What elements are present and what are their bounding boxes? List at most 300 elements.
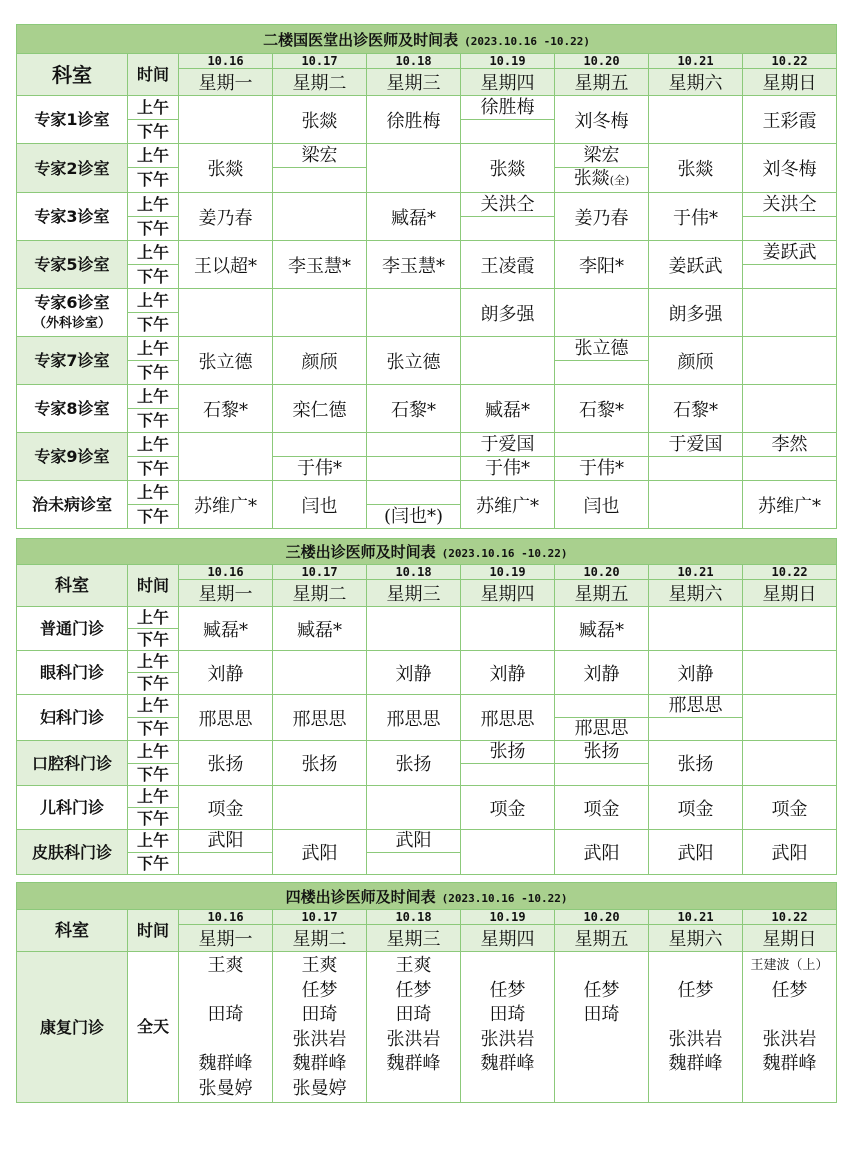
schedule-cell [179,289,273,337]
schedule-cell: 臧磊* [273,607,367,651]
schedule-cell [179,96,273,144]
schedule-cell [461,337,555,385]
schedule-cell-am: 姜跃武 [743,241,837,265]
schedule-cell: 姜跃武 [649,241,743,289]
title-text: 三楼出诊医师及时间表 [285,543,436,561]
doctor-name: 张洪岩 [386,1028,441,1050]
table-row [17,830,837,853]
schedule-cell [367,952,461,1103]
date-cell: 10.21 [649,565,743,580]
schedule-cell: 邢思思 [461,695,555,741]
date-cell: 10.16 [179,910,273,925]
schedule-cell: 张扬 [649,741,743,786]
pm-label: 下午 [128,629,179,651]
dept-name: 皮肤科门诊 [17,830,128,875]
schedule-cell [461,607,555,651]
weekday-cell: 星期六 [649,69,743,96]
weekday-cell: 星期日 [743,69,837,96]
pm-label: 下午 [128,718,179,741]
date-cell: 10.17 [273,54,367,69]
schedule-cell-pm [649,457,743,481]
schedule-cell: 邢思思 [179,695,273,741]
date-cell: 10.19 [461,54,555,69]
dept-name: 专家9诊室 [17,433,128,481]
pm-label: 下午 [128,217,179,241]
schedule-cell: 刘静 [649,651,743,695]
dept-name: 专家3诊室 [17,193,128,241]
schedule-cell [273,193,367,241]
schedule-cell: 苏维广* [179,481,273,529]
schedule-cell: 栾仁德 [273,385,367,433]
am-label: 上午 [128,385,179,409]
dept-name: 专家1诊室 [17,96,128,144]
table-row [17,651,837,673]
schedule-cell: 于伟* [649,193,743,241]
doctor-name: 张曼婷 [198,1077,253,1099]
table-row [17,433,837,457]
doctor-name [649,1003,742,1028]
schedule-cell [461,830,555,875]
dept-name: 专家5诊室 [17,241,128,289]
schedule-cell: 石黎* [179,385,273,433]
schedule-cell: 刘静 [179,651,273,695]
schedule-cell: 张扬 [179,741,273,786]
title-text: 四楼出诊医师及时间表 [285,887,436,906]
doctor-name: 田琦 [207,1004,244,1025]
dept-label: 专家6诊室 [34,292,110,312]
date-cell: 10.20 [555,54,649,69]
doctor-name: 魏群峰 [668,1053,723,1074]
doctor-name: 任梦 [489,979,526,1001]
time-header: 时间 [128,565,179,607]
schedule-cell: 臧磊* [555,607,649,651]
doctor-name: 魏群峰 [480,1053,535,1074]
schedule-cell-pm [743,265,837,289]
weekday-cell: 星期五 [555,69,649,96]
date-cell: 10.18 [367,910,461,925]
dept-name: 专家2诊室 [17,144,128,193]
section-title [17,539,837,565]
am-label: 上午 [128,695,179,718]
title-text: 二楼国医堂出诊医师及时间表 [263,30,459,49]
schedule-cell: 刘静 [367,651,461,695]
schedule-cell: 李玉慧* [367,241,461,289]
schedule-cell-pm [555,168,649,193]
date-cell: 10.20 [555,565,649,580]
weekday-cell: 星期三 [367,925,461,952]
am-label: 上午 [128,741,179,764]
schedule-cell-am [367,433,461,457]
second-floor-schedule [16,24,837,529]
schedule-cell-am: 梁宏 [555,144,649,168]
pm-label: 下午 [128,361,179,385]
schedule-cell: 颜颀 [273,337,367,385]
time-header: 时间 [128,910,179,952]
table-row [17,289,837,313]
schedule-cell [273,786,367,830]
schedule-cell [461,952,555,1103]
am-label: 上午 [128,481,179,505]
dept-name: 专家7诊室 [17,337,128,385]
schedule-cell [367,289,461,337]
weekday-cell: 星期日 [743,925,837,952]
date-cell: 10.18 [367,54,461,69]
schedule-cell: 项金 [649,786,743,830]
doctor-name [367,1077,460,1102]
schedule-cell: 张扬 [367,741,461,786]
doctor-name: 魏群峰 [198,1053,253,1074]
schedule-cell-pm [555,764,649,786]
date-row [17,54,837,69]
schedule-cell: 项金 [555,786,649,830]
schedule-cell: 徐胜梅 [367,96,461,144]
schedule-cell [649,607,743,651]
time-header: 时间 [128,54,179,96]
schedule-cell-am: 关洪仝 [461,193,555,217]
date-cell: 10.19 [461,565,555,580]
schedule-cell: 王彩霞 [743,96,837,144]
schedule-cell-am: 徐胜梅 [461,96,555,120]
pm-label: 下午 [128,409,179,433]
doctor-name: 任梦 [771,979,808,1001]
doctor-name: 田琦 [489,1004,526,1025]
section-title-row [17,883,837,910]
schedule-cell: 项金 [461,786,555,830]
schedule-cell [555,289,649,337]
doctor-name: 魏群峰 [386,1053,441,1074]
schedule-cell: 刘静 [555,651,649,695]
dept-header: 科室 [17,565,128,607]
pm-label: 下午 [128,673,179,695]
pm-label: 下午 [128,168,179,193]
doctor-name: 张洪岩 [292,1028,347,1050]
weekday-cell: 星期三 [367,580,461,607]
schedule-cell-pm [461,764,555,786]
table-row [17,193,837,217]
doctor-name [649,954,742,979]
schedule-cell: 邢思思 [367,695,461,741]
weekday-cell: 星期六 [649,580,743,607]
table-row [17,607,837,629]
am-label: 上午 [128,607,179,629]
schedule-cell: 颜颀 [649,337,743,385]
schedule-cell-am: 李然 [743,433,837,457]
doctor-name [461,954,554,979]
doctor-name: 魏群峰 [292,1053,347,1074]
schedule-cell: 武阳 [273,830,367,875]
date-cell: 10.21 [649,54,743,69]
weekday-cell: 星期日 [743,580,837,607]
doctor-name: 张洪岩 [762,1028,817,1050]
doctor-name: 田琦 [583,1004,620,1025]
schedule-cell-am: 于爱国 [649,433,743,457]
schedule-cell: 臧磊* [179,607,273,651]
weekday-cell: 星期四 [461,69,555,96]
dept-name: 专家8诊室 [17,385,128,433]
dept-header: 科室 [17,910,128,952]
schedule-cell-am: 梁宏 [273,144,367,168]
doctor-name: 王爽 [395,955,432,976]
doctor-name [743,1077,836,1102]
doctor-name [649,1077,742,1102]
table-row [17,741,837,764]
doctor-name [179,1028,272,1053]
schedule-cell-pm: 于伟* [461,457,555,481]
table-row [17,337,837,361]
am-label: 上午 [128,144,179,168]
dept-sublabel: （外科诊室） [32,315,111,331]
schedule-cell-am [555,433,649,457]
date-cell: 10.16 [179,54,273,69]
schedule-cell-am: 张扬 [555,741,649,764]
schedule-cell: 邢思思 [273,695,367,741]
am-label: 上午 [128,289,179,313]
doctor-name: 田琦 [301,1004,338,1025]
schedule-cell-pm [179,853,273,875]
schedule-cell [273,952,367,1103]
doctor-name [555,1028,648,1053]
section-title-row [17,25,837,54]
schedule-cell: 张燚 [273,96,367,144]
pm-label: 下午 [128,505,179,529]
schedule-cell-am: 张扬 [461,741,555,764]
schedule-cell-pm: 于伟* [273,457,367,481]
weekday-cell: 星期三 [367,69,461,96]
date-range: (2023.10.16 -10.22) [441,547,568,560]
weekday-cell: 星期四 [461,925,555,952]
schedule-cell: 石黎* [555,385,649,433]
schedule-cell: 石黎* [649,385,743,433]
doctor-name: 张燚 [573,168,610,189]
schedule-cell: 王凌霞 [461,241,555,289]
full-day-note: (全) [609,174,630,187]
doctor-name [179,979,272,1004]
dept-header: 科室 [17,54,128,96]
table-row [17,786,837,808]
weekday-cell: 星期五 [555,580,649,607]
schedule-cell-pm [461,217,555,241]
schedule-cell: 武阳 [649,830,743,875]
am-label: 上午 [128,433,179,457]
schedule-cell [743,385,837,433]
am-label: 上午 [128,830,179,853]
schedule-cell-am [273,433,367,457]
doctor-name [555,1077,648,1102]
date-cell: 10.19 [461,910,555,925]
table-row [17,457,837,481]
pm-label: 下午 [128,457,179,481]
schedule-cell [273,651,367,695]
date-cell: 10.17 [273,565,367,580]
schedule-cell: 刘冬梅 [743,144,837,193]
doctor-name: 任梦 [395,979,432,1001]
weekday-cell: 星期二 [273,580,367,607]
schedule-cell: 姜乃春 [555,193,649,241]
schedule-cell: 臧磊* [367,193,461,241]
doctor-name: 张曼婷 [292,1077,347,1099]
table-row [17,695,837,718]
schedule-cell-pm: (闫也*) [367,505,461,529]
dept-name: 眼科门诊 [17,651,128,695]
pm-label: 下午 [128,764,179,786]
schedule-cell-pm [461,120,555,144]
schedule-cell: 刘静 [461,651,555,695]
schedule-cell-am: 关洪仝 [743,193,837,217]
pm-label: 下午 [128,120,179,144]
schedule-cell [555,952,649,1103]
schedule-cell-pm [273,168,367,193]
weekday-cell: 星期一 [179,580,273,607]
schedule-cell-pm [743,217,837,241]
schedule-cell: 臧磊* [461,385,555,433]
schedule-cell [179,952,273,1103]
schedule-cell: 武阳 [555,830,649,875]
doctor-name: 王建波（上） [750,958,829,973]
schedule-cell: 张燚 [649,144,743,193]
table-row [17,241,837,265]
dept-name: 妇科门诊 [17,695,128,741]
doctor-name: 张洪岩 [668,1028,723,1050]
all-day-label: 全天 [128,952,179,1103]
schedule-cell [743,651,837,695]
doctor-name: 张洪岩 [480,1028,535,1050]
doctor-name [555,954,648,979]
schedule-cell: 姜乃春 [179,193,273,241]
am-label: 上午 [128,193,179,217]
schedule-cell-am: 于爱国 [461,433,555,457]
date-cell: 10.16 [179,565,273,580]
schedule-cell: 李玉慧* [273,241,367,289]
date-cell: 10.21 [649,910,743,925]
doctor-name: 王爽 [301,955,338,976]
schedule-cell: 苏维广* [743,481,837,529]
schedule-cell [367,144,461,193]
pm-label: 下午 [128,265,179,289]
dept-name: 口腔科门诊 [17,741,128,786]
date-range: (2023.10.16 -10.22) [441,891,568,905]
doctor-name [743,1003,836,1028]
schedule-cell: 刘冬梅 [555,96,649,144]
schedule-cell: 李阳* [555,241,649,289]
doctor-name: 田琦 [395,1004,432,1025]
pm-label: 下午 [128,313,179,337]
schedule-cell [367,607,461,651]
schedule-cell-am [555,695,649,718]
schedule-cell [743,741,837,786]
schedule-cell: 张燚 [461,144,555,193]
date-cell: 10.17 [273,910,367,925]
schedule-cell [743,695,837,741]
schedule-cell: 项金 [179,786,273,830]
schedule-cell-am [367,481,461,505]
table-row [17,952,837,1103]
schedule-cell: 石黎* [367,385,461,433]
weekday-cell: 星期五 [555,925,649,952]
date-cell: 10.22 [743,565,837,580]
third-floor-schedule [16,538,837,875]
schedule-cell: 闫也 [273,481,367,529]
schedule-cell [743,607,837,651]
schedule-cell-pm [649,718,743,741]
schedule-cell: 张立德 [367,337,461,385]
weekday-cell: 星期一 [179,69,273,96]
schedule-cell [743,337,837,385]
am-label: 上午 [128,96,179,120]
dept-name: 康复门诊 [17,952,128,1103]
am-label: 上午 [128,786,179,808]
schedule-cell: 武阳 [743,830,837,875]
date-cell: 10.20 [555,910,649,925]
schedule-cell: 张燚 [179,144,273,193]
weekday-cell: 星期二 [273,69,367,96]
schedule-cell: 张扬 [273,741,367,786]
table-row [17,96,837,120]
am-label: 上午 [128,337,179,361]
schedule-cell-am: 邢思思 [649,695,743,718]
table-row [17,144,837,168]
am-label: 上午 [128,651,179,673]
schedule-cell: 闫也 [555,481,649,529]
table-row [17,385,837,409]
doctor-name: 魏群峰 [762,1053,817,1074]
schedule-cell-pm: 于伟* [555,457,649,481]
schedule-cell: 王以超* [179,241,273,289]
table-row [17,481,837,505]
doctor-name: 任梦 [583,979,620,1001]
schedule-cell: 张立德 [179,337,273,385]
schedule-cell-am: 武阳 [179,830,273,853]
pm-label: 下午 [128,853,179,875]
schedule-cell: 朗多强 [461,289,555,337]
weekday-cell: 星期一 [179,925,273,952]
date-cell: 10.18 [367,565,461,580]
schedule-cell: 苏维广* [461,481,555,529]
doctor-name: 王爽 [207,955,244,976]
schedule-cell-am: 张立德 [555,337,649,361]
schedule-cell-pm: 邢思思 [555,718,649,741]
schedule-cell [367,786,461,830]
pm-label: 下午 [128,808,179,830]
fourth-floor-schedule [16,882,837,1103]
schedule-cell-am: 武阳 [367,830,461,853]
doctor-name: 任梦 [677,979,714,1001]
schedule-cell [649,96,743,144]
schedule-cell-pm [743,457,837,481]
dept-name: 普通门诊 [17,607,128,651]
schedule-cell [743,289,837,337]
date-cell: 10.22 [743,54,837,69]
schedule-cell-pm [367,457,461,481]
schedule-cell [743,952,837,1103]
section-title [17,25,837,54]
weekday-cell: 星期二 [273,925,367,952]
dept-name: 儿科门诊 [17,786,128,830]
doctor-name [461,1077,554,1102]
schedule-cell [649,952,743,1103]
schedule-cell [649,481,743,529]
schedule-cell [273,289,367,337]
date-row [17,565,837,580]
weekday-cell: 星期四 [461,580,555,607]
schedule-cell: 朗多强 [649,289,743,337]
schedule-cell-pm [555,361,649,385]
schedule-cell: 项金 [743,786,837,830]
schedule-cell-pm [367,853,461,875]
dept-name: 治未病诊室 [17,481,128,529]
date-row [17,910,837,925]
weekday-cell: 星期六 [649,925,743,952]
date-range: (2023.10.16 -10.22) [464,34,590,48]
